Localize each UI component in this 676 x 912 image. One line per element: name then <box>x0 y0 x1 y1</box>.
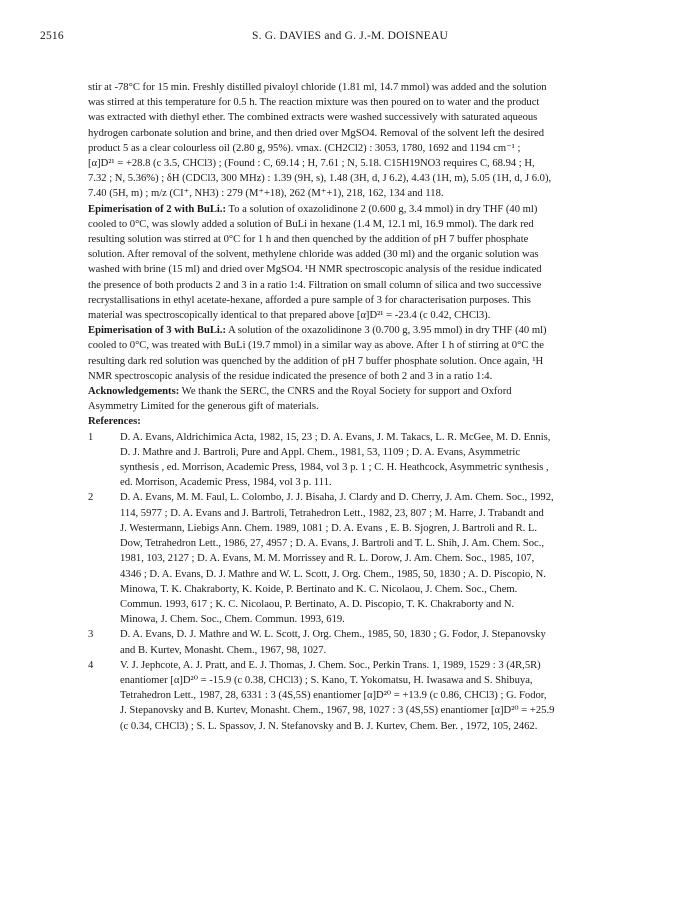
text-line: hydrogen carbonate solution and brine, and then dried over MgSO4. Removal of the solvent left the desired <box>88 127 545 139</box>
reference-line: V. J. Jephcote, A. J. Pratt, and E. J. Thomas, J. Chem. Soc., Perkin Trans. 1, 1989, 1529 : 3 (4R,5R) <box>120 659 541 671</box>
acknowledgements-paragraph <box>88 384 620 414</box>
reference-item <box>88 430 620 491</box>
text-line: resulting solution was stirred at 0°C for 1 h and then quenched by the addition of pH 7 buffer phosphate <box>88 234 529 246</box>
text-line <box>88 384 620 399</box>
page-header <box>40 30 660 46</box>
reference-line: Tetrahedron Lett., 1987, 28, 6331 : 3 (4S,5S) enantiomer [α]D²⁰ = +13.9 (c 0.86, CHCl3) ; G. Fodor, <box>120 690 547 702</box>
reference-text <box>120 490 620 627</box>
section-heading: Acknowledgements: <box>88 386 180 398</box>
reference-line: Commun. 1993, 617 ; K. C. Nicolaou, P. Bertinato, A. D. Piscopio, T. K. Chakraborty and N. <box>120 598 515 610</box>
text-line: 7.40 (5H, m) ; m/z (CI⁺, NH3) : 279 (M⁺+18), 262 (M⁺+1), 218, 162, 134 and 118. <box>88 188 444 200</box>
text-line: cooled to 0°C, was slowly added a solution of BuLi in hexane (1.4 M, 12.1 ml, 16.9 mmol). The dark red <box>88 218 534 230</box>
reference-item <box>88 490 620 627</box>
text-line: material was spectroscopically identical to that prepared above [α]D²¹ = -23.4 (c 0.42, CHCl3). <box>88 310 491 322</box>
section-heading: Epimerisation of 2 with BuLi.: <box>88 203 227 215</box>
text-line: solution. After removal of the solvent, methylene chloride was added (30 ml) and the organic solution was <box>88 249 539 261</box>
reference-line: 4346 ; D. A. Evans, D. J. Mathre and W. L. Scott, J. Org. Chem., 1985, 50, 1830 ; A. D. Piscopio, N. <box>120 568 546 580</box>
reference-number: 3 <box>88 629 94 641</box>
text-line <box>88 323 620 338</box>
reference-line: J. Stepanovsky and B. Kurtev, Monasht. Chem., 1967, 98, 1027 : 3 (4S,5S) enantiomer [α]D²⁰ = +25.9 <box>120 705 555 717</box>
reference-line: 1981, 103, 2127 ; D. A. Evans, M. M. Morrissey and R. L. Dorow, J. Am. Chem. Soc., 1985, 107, <box>120 553 535 565</box>
article-body <box>88 80 620 734</box>
reference-number: 1 <box>88 431 94 443</box>
section-heading: Epimerisation of 3 with BuLi.: <box>88 325 227 337</box>
running-head: S. G. DAVIES and G. J.-M. DOISNEAU <box>251 30 449 42</box>
references-heading: References: <box>88 416 141 428</box>
paragraph-text: We thank the SERC, the CNRS and the Royal Society for support and Oxford <box>179 386 512 398</box>
text-line: [α]D²¹ = +28.8 (c 3.5, CHCl3) ; (Found : C, 69.14 ; H, 7.61 ; N, 5.18. C15H19NO3 requires C, 68.94 ; H, <box>88 158 535 170</box>
experimental-paragraph <box>88 80 620 202</box>
text-line: was stirred at this temperature for 0.5 h. The reaction mixture was then poured on to water and the product <box>88 97 540 109</box>
reference-line: Dow, Tetrahedron Lett., 1986, 27, 4957 ; D. A. Evans, J. Bartroli and T. L. Shih, J. Am. Chem. Soc., <box>120 538 545 550</box>
reference-number: 2 <box>88 492 94 504</box>
text-line: cooled to 0°C, was treated with BuLi (19.7 mmol) in a similar way as above. After 1 h of stirring at 0°C the <box>88 340 544 352</box>
page-number: 2516 <box>40 30 64 42</box>
reference-line: and B. Kurtev, Monasht. Chem., 1967, 98, 1027. <box>120 644 327 656</box>
text-line: stir at -78°C for 15 min. Freshly distilled pivaloyl chloride (1.81 ml, 14.7 mmol) was added and the solution <box>88 82 547 93</box>
reference-line: synthesis , ed. Morrison, Academic Press, 1984, vol 3 p. 1 ; C. H. Heathcock, Asymmetric synthesis , <box>120 462 549 474</box>
reference-item <box>88 627 620 657</box>
reference-item <box>88 658 620 734</box>
text-line: recrystallisations in ethyl acetate-hexane, afforded a pure sample of 3 for characterisation purposes. This <box>88 294 531 306</box>
text-line: 7.32 ; N, 5.36%) ; δH (CDCl3, 300 MHz) : 1.39 (9H, s), 1.48 (3H, d, J 6.2), 4.43 (1H, m), 5.05 (1H, d, J 6.0), <box>88 173 552 185</box>
reference-line: (c 0.34, CHCl3) ; S. L. Spassov, J. N. Stefanovsky and B. J. Kurtev, Chem. Ber. , 1972, 105, 2462. <box>120 720 538 732</box>
reference-line: J. Westermann, Liebigs Ann. Chem. 1989, 1081 ; D. A. Evans , E. B. Sjogren, J. Bartroli and R. L. <box>120 522 538 534</box>
paragraph-text: A solution of the oxazolidinone 3 (0.700 g, 3.95 mmol) in dry THF (40 ml) <box>226 325 547 337</box>
reference-text <box>120 627 620 657</box>
epimerisation-3-paragraph <box>88 323 620 384</box>
reference-line: Minowa, T. K. Chakraborty, K. Koide, P. Bertinato and K. C. Nicolaou, J. Chem. Soc., Chem. <box>120 583 518 595</box>
reference-line: D. A. Evans, M. M. Faul, L. Colombo, J. J. Bisaha, J. Clardy and D. Cherry, J. Am. Chem. Soc., 1992, <box>120 492 554 504</box>
text-line: washed with brine (15 ml) and dried over MgSO4. ¹H NMR spectroscopic analysis of the residue indicated <box>88 264 542 276</box>
text-line: resulting dark red solution was quenched by the addition of pH 7 buffer phosphate solution. Once again, ¹H <box>88 355 544 367</box>
text-line: Asymmetry Limited for the generous gift of materials. <box>88 401 319 413</box>
reference-line: 114, 5977 ; D. A. Evans and J. Bartroli, Tetrahedron Lett., 1982, 23, 807 ; M. Harre, J. Trabandt and <box>120 507 544 519</box>
reference-text <box>120 430 620 491</box>
reference-line: enantiomer [α]D²⁰ = -15.9 (c 0.38, CHCl3) ; S. Kano, T. Yokomatsu, H. Iwasawa and S. Shibuya, <box>120 674 533 686</box>
paragraph-text: To a solution of oxazolidinone 2 (0.600 g, 3.4 mmol) in dry THF (40 ml) <box>226 203 538 215</box>
reference-line: ed. Morrison, Academic Press, 1984, vol 3 p. 111. <box>120 477 332 489</box>
text-line: product 5 as a clear colourless oil (2.80 g, 95%). νmax. (CH2Cl2) : 3053, 1780, 1692 and 1194 cm⁻¹ ; <box>88 142 521 154</box>
reference-line: D. J. Mathre and J. Bartroli, Pure and Appl. Chem., 1981, 53, 1109 ; D. A. Evans, Asymmetric <box>120 446 521 458</box>
reference-line: Minowa, J. Chem. Soc., Chem. Commun. 1993, 619. <box>120 614 345 626</box>
text-line: was extracted with diethyl ether. The combined extracts were washed successively with saturated aqueous <box>88 112 538 124</box>
reference-text <box>120 658 620 734</box>
reference-number: 4 <box>88 659 94 671</box>
reference-line: D. A. Evans, Aldrichimica Acta, 1982, 15, 23 ; D. A. Evans, J. M. Takacs, L. R. McGee, M. D. Ennis, <box>120 431 551 443</box>
text-line: NMR spectroscopic analysis of the residue indicated the presence of both 2 and 3 in a ratio 1:4. <box>88 370 493 382</box>
text-line <box>88 202 620 217</box>
epimerisation-2-paragraph <box>88 202 620 324</box>
reference-line: D. A. Evans, D. J. Mathre and W. L. Scott, J. Org. Chem., 1985, 50, 1830 ; G. Fodor, J. Stepanovsky <box>120 629 546 641</box>
text-line: the presence of both products 2 and 3 in a ratio 1:4. Filtration on small column of silica and two successive <box>88 279 542 291</box>
